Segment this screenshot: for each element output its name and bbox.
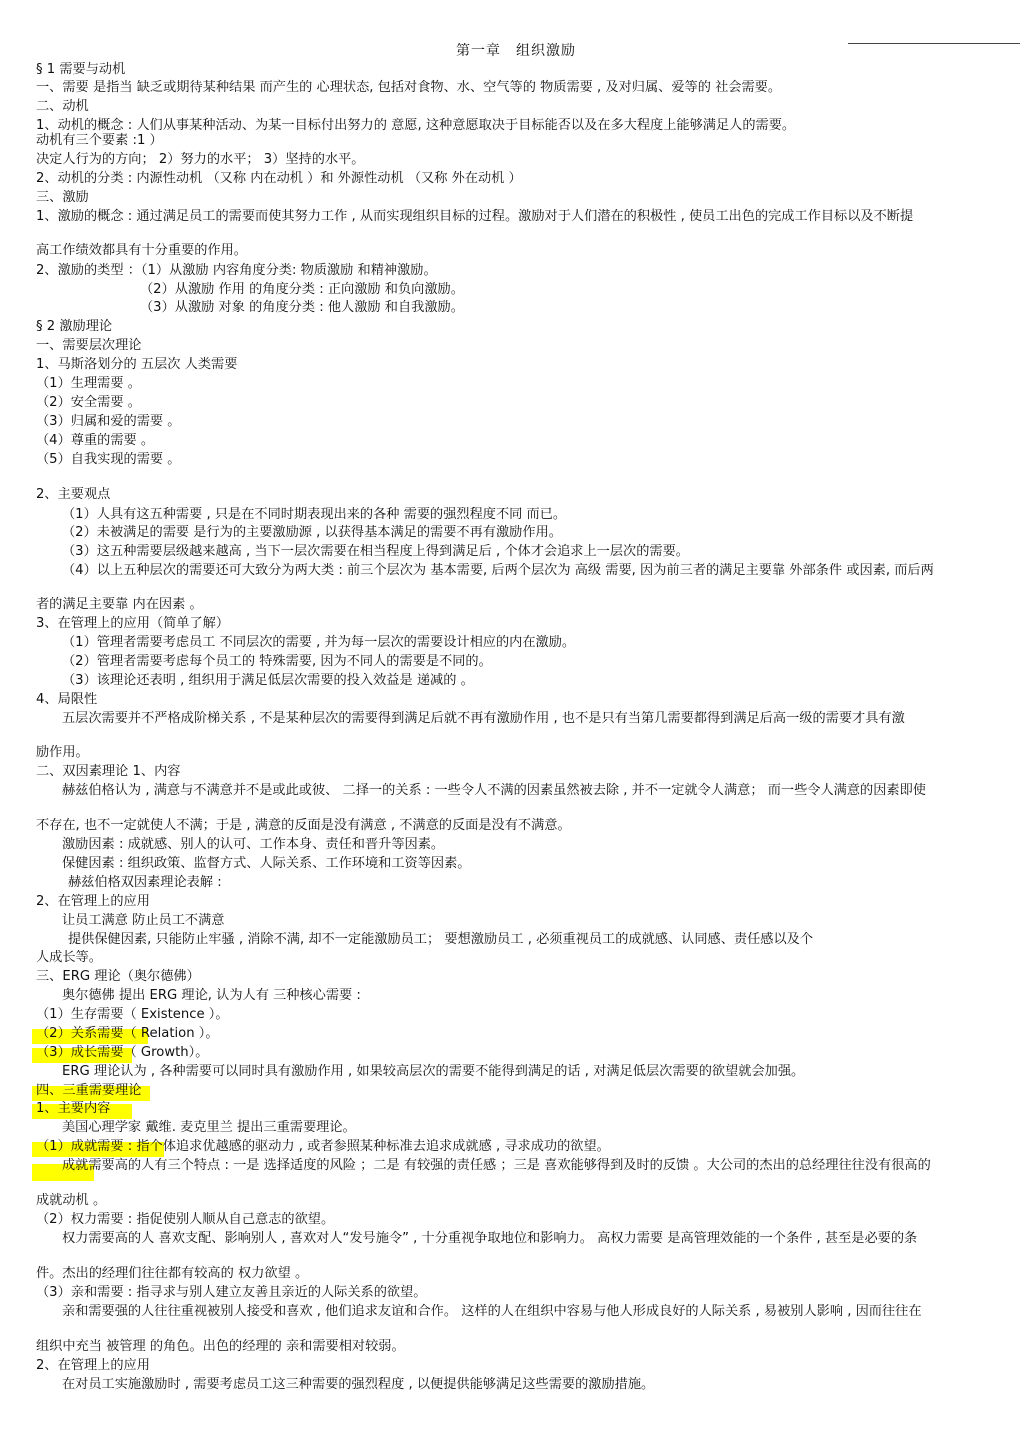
text-line: 激励因素 : 成就感、别人的认可、工作本身、责任和晋升等因素。 bbox=[62, 837, 445, 852]
text-line: 美国心理学家 戴维. 麦克里兰 提出三重需要理论。 bbox=[62, 1120, 356, 1135]
text-line: （3）归属和爱的需要 。 bbox=[36, 414, 181, 429]
highlighted-line: （3）成长需要（ Growth）。 bbox=[36, 1045, 209, 1060]
text-line: （5）自我实现的需要 。 bbox=[36, 452, 181, 467]
text-line: （2）未被满足的需要 是行为的主要激励源 , 以获得基本满足的需要不再有激励作用。 bbox=[62, 525, 562, 540]
text-line: （1）人具有这五种需要 , 只是在不同时期表现出来的各种 需要的强烈程度不同 而已。 bbox=[62, 507, 567, 522]
text-line: 励作用。 bbox=[36, 745, 89, 760]
text-line: （4）尊重的需要 。 bbox=[36, 433, 155, 448]
text-line: （1）生存需要（ Existence ）。 bbox=[36, 1007, 229, 1022]
text-line: 成就动机 。 bbox=[36, 1193, 107, 1208]
text-line: 组织中充当 被管理 的角色。出色的经理的 亲和需要相对较弱。 bbox=[36, 1339, 405, 1354]
highlighted-line: （2）关系需要（ Relation ）。 bbox=[36, 1026, 219, 1041]
text-line: 者的满足主要靠 内在因素 。 bbox=[36, 597, 203, 612]
text-line: § 2 激励理论 bbox=[36, 319, 113, 334]
text-line: 2、动机的分类 : 内源性动机 （又称 内在动机 ）和 外源性动机 （又称 外在动机 ） bbox=[36, 171, 522, 186]
text-line: 让员工满意 防止员工不满意 bbox=[62, 913, 225, 928]
text-line: （4）以上五种层次的需要还可大致分为两大类 : 前三个层次为 基本需要, 后两个层次为 高级 需要, 因为前三者的满足主要靠 外部条件 或因素, 而后两 bbox=[62, 563, 934, 578]
text-line: 一、需要 是指当 缺乏或期待某种结果 而产生的 心理状态, 包括对食物、水、空气等的 物质需要 , 及对归属、爱等的 社会需要。 bbox=[36, 80, 782, 95]
page-title: 第一章 组织激励 bbox=[456, 43, 576, 59]
text-line: 提供保健因素, 只能防止牢骚 , 消除不满, 却不一定能激励员工； 要想激励员工 , 必须重视员工的成就感、认同感、责任感以及个 bbox=[68, 932, 814, 947]
text-line: 件。杰出的经理们往往都有较高的 权力欲望 。 bbox=[36, 1266, 309, 1281]
text-line: 五层次需要并不严格成阶梯关系 , 不是某种层次的需要得到满足后就不再有激励作用 , 也不是只有当第几需要都得到满足后高一级的需要才具有激 bbox=[62, 711, 905, 726]
text-line: 2、主要观点 bbox=[36, 487, 111, 502]
text-line: 1、动机的概念 : 人们从事某种活动、为某一目标付出努力的 意愿, 这种意愿取决于目标能否以及在多大程度上能够满足人的需要。 bbox=[36, 118, 796, 133]
text-line: 2、在管理上的应用 bbox=[36, 894, 150, 909]
highlighted-line: 四、三重需要理论 bbox=[36, 1083, 142, 1098]
text-line: § 1 需要与动机 bbox=[36, 62, 126, 77]
text-line: 保健因素 : 组织政策、监督方式、人际关系、工作环境和工资等因素。 bbox=[62, 856, 471, 871]
text-line: 3、在管理上的应用（简单了解） bbox=[36, 616, 230, 631]
text-line: （3）从激励 对象 的角度分类 : 他人激励 和自我激励。 bbox=[140, 300, 464, 315]
text-line: （2）从激励 作用 的角度分类 : 正向激励 和负向激励。 bbox=[140, 282, 464, 297]
header-rule bbox=[848, 43, 1020, 44]
text-line: 一、需要层次理论 bbox=[36, 338, 142, 353]
text-line: 动机有三个要素 :1 ） bbox=[36, 133, 163, 148]
text-line: 人成长等。 bbox=[36, 950, 102, 965]
text-line: 二、双因素理论 1、内容 bbox=[36, 764, 181, 779]
text-line: 亲和需要强的人往往重视被别人接受和喜欢 , 他们追求友谊和合作。 这样的人在组织中容易与他人形成良好的人际关系 , 易被别人影响 , 因而往往在 bbox=[62, 1304, 922, 1319]
text-line: 权力需要高的人 喜欢支配、影响别人 , 喜欢对人“发号施令” , 十分重视争取地位和影响力。 高权力需要 是高管理效能的一个条件 , 甚至是必要的条 bbox=[62, 1231, 918, 1246]
text-line: 在对员工实施激励时 , 需要考虑员工这三种需要的强烈程度 , 以便提供能够满足这些需要的激励措施。 bbox=[62, 1377, 655, 1392]
text-line: （2）权力需要 : 指促使别人顺从自己意志的欲望。 bbox=[36, 1212, 335, 1227]
text-line: （3）亲和需要 : 指寻求与别人建立友善且亲近的人际关系的欲望。 bbox=[36, 1285, 427, 1300]
text-line: （3）该理论还表明 , 组织用于满足低层次需要的投入效益是 递减的 。 bbox=[62, 673, 474, 688]
text-line: 奥尔德佛 提出 ERG 理论, 认为人有 三种核心需要 : bbox=[62, 988, 361, 1003]
highlighted-line: 成就需要高的人有三个特点 : 一是 选择适度的风险 ；二是 有较强的责任感 ；三是 喜欢能够得到及时的反馈 。大公司的杰出的总经理往往没有很高的 bbox=[62, 1158, 1020, 1173]
text-line: （2）管理者需要考虑每个员工的 特殊需要, 因为不同人的需要是不同的。 bbox=[62, 654, 492, 669]
text-line: 三、激励 bbox=[36, 190, 89, 205]
text-line: 赫兹伯格双因素理论表解 : bbox=[68, 875, 222, 890]
highlighted-line: （1）成就需要 : 指个体追求优越感的驱动力 , 或者参照某种标准去追求成就感 , 寻求成功的欲望。 bbox=[36, 1139, 610, 1154]
highlighted-line: 1、主要内容 bbox=[36, 1101, 111, 1116]
text-line: （3）这五种需要层级越来越高 , 当下一层次需要在相当程度上得到满足后 , 个体才会追求上一层次的需要。 bbox=[62, 544, 689, 559]
text-line: 三、ERG 理论（奥尔德佛） bbox=[36, 969, 200, 984]
text-line: 1、马斯洛划分的 五层次 人类需要 bbox=[36, 357, 238, 372]
text-line: 决定人行为的方向； 2）努力的水平； 3）坚持的水平。 bbox=[36, 152, 365, 167]
text-line: 1、激励的概念 : 通过满足员工的需要而使其努力工作 , 从而实现组织目标的过程。激励对于人们潜在的积极性 , 使员工出色的完成工作目标以及不断提 bbox=[36, 209, 914, 224]
text-line: （1）生理需要 。 bbox=[36, 376, 141, 391]
text-line: ERG 理论认为 , 各种需要可以同时具有激励作用 , 如果较高层次的需要不能得到满足的话 , 对满足低层次需要的欲望就会加强。 bbox=[62, 1064, 805, 1079]
text-line: （1）管理者需要考虑员工 不同层次的需要 , 并为每一层次的需要设计相应的内在激励。 bbox=[62, 635, 576, 650]
text-line: （2）安全需要 。 bbox=[36, 395, 141, 410]
text-line: 2、在管理上的应用 bbox=[36, 1358, 150, 1373]
text-line: 二、动机 bbox=[36, 99, 89, 114]
text-line: 高工作绩效都具有十分重要的作用。 bbox=[36, 243, 247, 258]
text-line: 2、激励的类型 ：（1）从激励 内容角度分类: 物质激励 和精神激励。 bbox=[36, 263, 437, 278]
text-line: 不存在, 也不一定就使人不满；于是 , 满意的反面是没有满意 , 不满意的反面是没有不满意。 bbox=[36, 818, 571, 833]
text-line: 赫兹伯格认为 , 满意与不满意并不是或此或彼、 二择一的关系 : 一些令人不满的因素虽然被去除 , 并不一定就令人满意； 而一些令人满意的因素即使 bbox=[62, 783, 926, 798]
text-line: 4、局限性 bbox=[36, 692, 98, 707]
